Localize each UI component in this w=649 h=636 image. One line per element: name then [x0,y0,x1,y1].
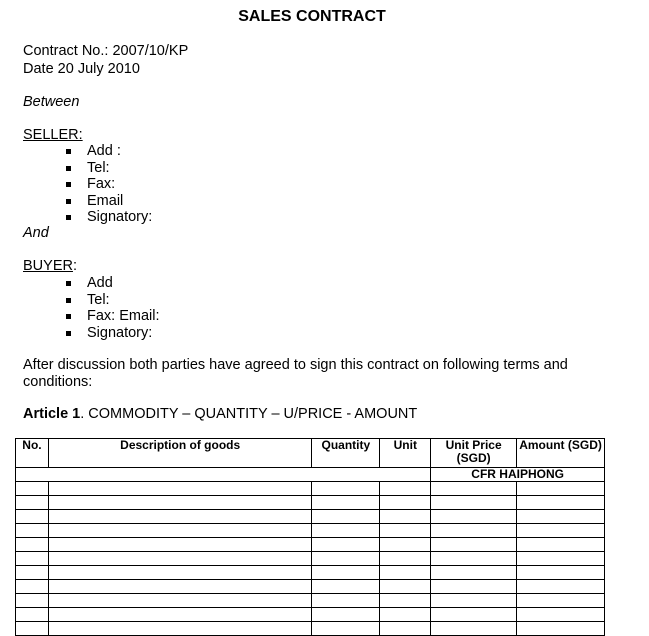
table-cell [380,510,431,524]
buyer-label: BUYER [23,258,73,274]
table-cell [48,538,311,552]
table-cell [312,524,380,538]
table-row [16,482,605,496]
table-cell [380,622,431,636]
seller-field: Signatory: [62,209,152,226]
table-row [16,538,605,552]
seller-label: SELLER: [23,127,83,143]
article-text: . COMMODITY – QUANTITY – U/PRICE - AMOUNT [80,406,418,422]
table-cell [16,552,49,566]
table-row [16,580,605,594]
table-cell [312,608,380,622]
table-cell [517,622,605,636]
table-cell [48,482,311,496]
table-cell [431,482,517,496]
table-cell [48,510,311,524]
table-cell [312,482,380,496]
table-row [16,594,605,608]
table-cell [431,552,517,566]
table-cell [16,608,49,622]
table-row [16,510,605,524]
buyer-field: Tel: [62,292,160,309]
table-cell [48,566,311,580]
table-cell [431,608,517,622]
article-heading [23,406,417,423]
goods-table [15,438,605,636]
header-unit: Unit [380,439,431,468]
table-cell [16,594,49,608]
table-cell [16,510,49,524]
table-cell [312,496,380,510]
table-cell [517,580,605,594]
header-amount: Amount (SGD) [517,439,605,468]
table-cell [517,594,605,608]
table-header-row [16,439,605,468]
table-row [16,496,605,510]
seller-field: Tel: [62,160,152,177]
buyer-colon: : [72,258,77,274]
buyer-field: Fax: Email: [62,308,160,325]
buyer-label-wrap [23,258,77,275]
table-cell [517,496,605,510]
table-cell [380,566,431,580]
table-cell [48,552,311,566]
table-cell [380,496,431,510]
terms-cell: CFR HAIPHONG [431,468,605,482]
table-row [16,622,605,636]
article-label: Article 1 [23,406,81,422]
table-cell [312,566,380,580]
table-cell [312,538,380,552]
table-cell [517,482,605,496]
table-row [16,608,605,622]
table-cell [312,594,380,608]
table-cell [48,608,311,622]
seller-field: Email [62,193,152,210]
table-cell [380,538,431,552]
table-cell [431,538,517,552]
table-cell [431,566,517,580]
table-cell [517,524,605,538]
table-cell [431,524,517,538]
table-cell [312,622,380,636]
table-cell [16,524,49,538]
buyer-fields [62,275,160,341]
seller-field: Add : [62,143,152,160]
seller-field: Fax: [62,176,152,193]
intro-line-1: After discussion both parties have agreed to sign this contract on following terms and [23,357,568,373]
table-cell [431,510,517,524]
table-cell [48,524,311,538]
table-cell [517,608,605,622]
terms-row [16,468,605,482]
buyer-field: Add [62,275,160,292]
buyer-field: Signatory: [62,325,160,342]
intro-line-2: conditions: [23,374,93,390]
table-cell [16,566,49,580]
header-quantity: Quantity [312,439,380,468]
table-cell [380,482,431,496]
table-cell [48,496,311,510]
table-cell [517,566,605,580]
table-cell [431,594,517,608]
contract-number: Contract No.: 2007/10/KP [23,43,189,59]
table-cell [16,580,49,594]
table-cell [48,622,311,636]
table-cell [380,594,431,608]
document-title: SALES CONTRACT [238,8,386,25]
table-cell [431,622,517,636]
table-cell [380,552,431,566]
table-cell [312,552,380,566]
header-description: Description of goods [48,439,311,468]
table-cell [16,622,49,636]
between-text: Between [23,94,80,110]
table-cell [380,580,431,594]
table-cell [312,580,380,594]
terms-blank [16,468,431,482]
table-cell [48,580,311,594]
table-cell [380,608,431,622]
table-cell [48,594,311,608]
table-row [16,552,605,566]
table-cell [16,482,49,496]
table-cell [431,580,517,594]
contract-date: Date 20 July 2010 [23,61,140,77]
table-cell [312,510,380,524]
and-text: And [23,225,49,241]
table-cell [380,524,431,538]
seller-fields [62,143,152,226]
table-cell [431,496,517,510]
table-cell [16,538,49,552]
table-cell [517,510,605,524]
table-cell [517,538,605,552]
header-unit-price: Unit Price (SGD) [431,439,517,468]
header-no: No. [16,439,49,468]
table-cell [517,552,605,566]
table-row [16,524,605,538]
table-row [16,566,605,580]
table-cell [16,496,49,510]
